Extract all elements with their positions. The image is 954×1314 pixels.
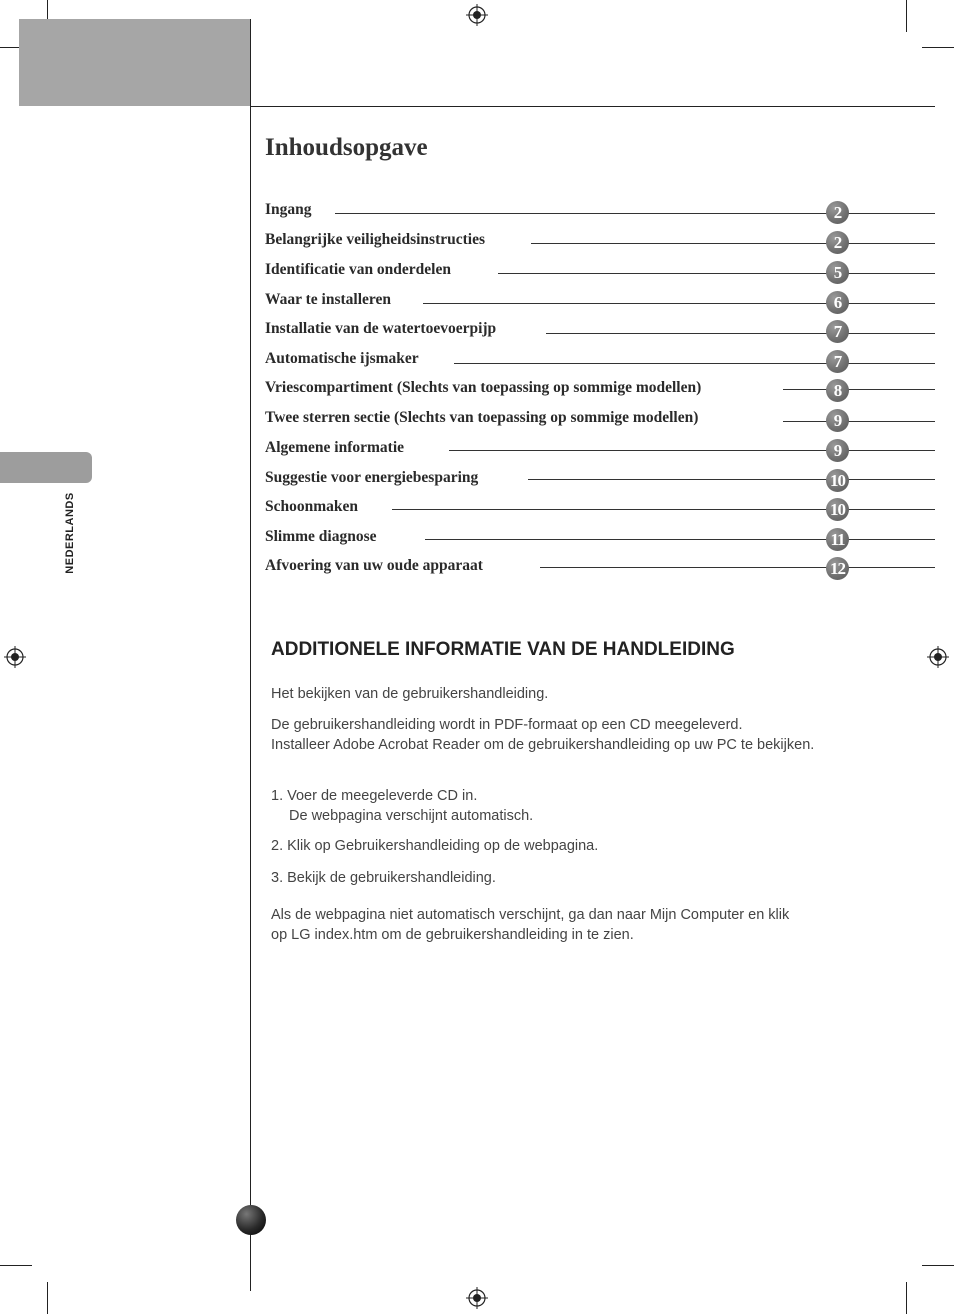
crop-mark (906, 1282, 907, 1314)
toc-page-badge: 11 (826, 528, 849, 551)
toc-leader-line (425, 539, 935, 540)
toc-leader-line (783, 389, 935, 390)
registration-mark-icon (927, 646, 949, 668)
toc-entry-label: Suggestie voor energiebesparing (265, 469, 479, 486)
note-paragraph (271, 906, 871, 945)
toc-leader-line (498, 273, 935, 274)
toc-page-badge: 9 (826, 409, 849, 432)
language-label: NEDERLANDS (64, 492, 76, 574)
intro-text: Het bekijken van de gebruikershandleiding. (271, 686, 549, 702)
header-rule (251, 106, 935, 107)
toc-page-badge: 7 (826, 320, 849, 343)
toc-entry-label: Twee sterren sectie (Slechts van toepassing op sommige modellen) (265, 409, 699, 426)
page-number-marker (236, 1205, 266, 1235)
pdf-info-line: De gebruikershandleiding wordt in PDF-formaat op een CD meegeleverd. (271, 717, 743, 733)
crop-mark (922, 1265, 954, 1266)
toc-entry[interactable] (265, 378, 935, 408)
toc-page-badge: 2 (826, 231, 849, 254)
toc-leader-line (528, 479, 935, 480)
note-line: Als de webpagina niet automatisch verschijnt, ga dan naar Mijn Computer en klik (271, 907, 790, 923)
page-title: Inhoudsopgave (265, 134, 428, 161)
step-3: 3. Bekijk de gebruikershandleiding. (271, 870, 496, 886)
toc-entry-label: Slimme diagnose (265, 528, 377, 545)
toc-entry[interactable] (265, 260, 935, 290)
toc-entry-label: Identificatie van onderdelen (265, 261, 451, 278)
crop-mark (922, 47, 954, 48)
toc-entry[interactable] (265, 468, 935, 498)
toc-entry[interactable] (265, 497, 935, 527)
toc-entry[interactable] (265, 290, 935, 320)
margin-divider (250, 19, 251, 1291)
toc-entry[interactable] (265, 408, 935, 438)
toc-page-badge: 9 (826, 439, 849, 462)
language-tab (0, 452, 92, 483)
pdf-info-paragraph (271, 716, 871, 755)
crop-mark (906, 0, 907, 32)
toc-entry-label: Schoonmaken (265, 498, 359, 515)
toc-page-badge: 10 (826, 469, 849, 492)
toc-page-badge: 8 (826, 379, 849, 402)
toc-entry[interactable] (265, 438, 935, 468)
header-block (19, 19, 251, 106)
toc-leader-line (540, 567, 935, 568)
pdf-info-line: Installeer Adobe Acrobat Reader om de gebruikershandleiding op uw PC te bekijken. (271, 736, 815, 753)
registration-mark-icon (4, 646, 26, 668)
toc-leader-line (392, 509, 935, 510)
step-1-subtext: De webpagina verschijnt automatisch. (289, 807, 534, 824)
toc-entry-label: Automatische ijsmaker (265, 350, 419, 367)
toc-entry-label: Ingang (265, 201, 312, 218)
toc-page-badge: 7 (826, 350, 849, 373)
toc-leader-line (449, 450, 935, 451)
step-1-text: 1. Voer de meegeleverde CD in. (271, 788, 478, 804)
registration-mark-icon (466, 1287, 488, 1309)
toc-entry-label: Installatie van de watertoevoerpijp (265, 320, 497, 337)
step-2: 2. Klik op Gebruikershandleiding op de webpagina. (271, 838, 599, 854)
toc-page-badge: 6 (826, 291, 849, 314)
toc-entry[interactable] (265, 556, 935, 586)
toc-page-badge: 5 (826, 261, 849, 284)
toc-leader-line (531, 243, 935, 244)
toc-leader-line (783, 421, 935, 422)
toc-entry[interactable] (265, 319, 935, 349)
toc-entry-label: Afvoering van uw oude apparaat (265, 557, 483, 574)
toc-entry-label: Waar te installeren (265, 291, 391, 308)
crop-mark (0, 1265, 32, 1266)
toc-entry-label: Algemene informatie (265, 439, 405, 456)
toc-entry-label: Vriescompartiment (Slechts van toepassing op sommige modellen) (265, 379, 702, 396)
toc-page-badge: 12 (826, 557, 849, 580)
note-line: op LG index.htm om de gebruikershandleiding in te zien. (271, 926, 634, 943)
toc-entry[interactable] (265, 527, 935, 557)
toc-leader-line (454, 363, 935, 364)
toc-entry[interactable] (265, 200, 935, 230)
step-1 (271, 787, 871, 826)
toc-page-badge: 2 (826, 201, 849, 224)
toc-entry-label: Belangrijke veiligheidsinstructies (265, 231, 486, 248)
toc-leader-line (546, 333, 935, 334)
toc-entry[interactable] (265, 230, 935, 260)
toc-page-badge: 10 (826, 498, 849, 521)
toc-leader-line (423, 303, 935, 304)
toc-entry[interactable] (265, 349, 935, 379)
crop-mark (47, 1282, 48, 1314)
registration-mark-icon (466, 4, 488, 26)
section-heading: ADDITIONELE INFORMATIE VAN DE HANDLEIDING (271, 639, 735, 660)
